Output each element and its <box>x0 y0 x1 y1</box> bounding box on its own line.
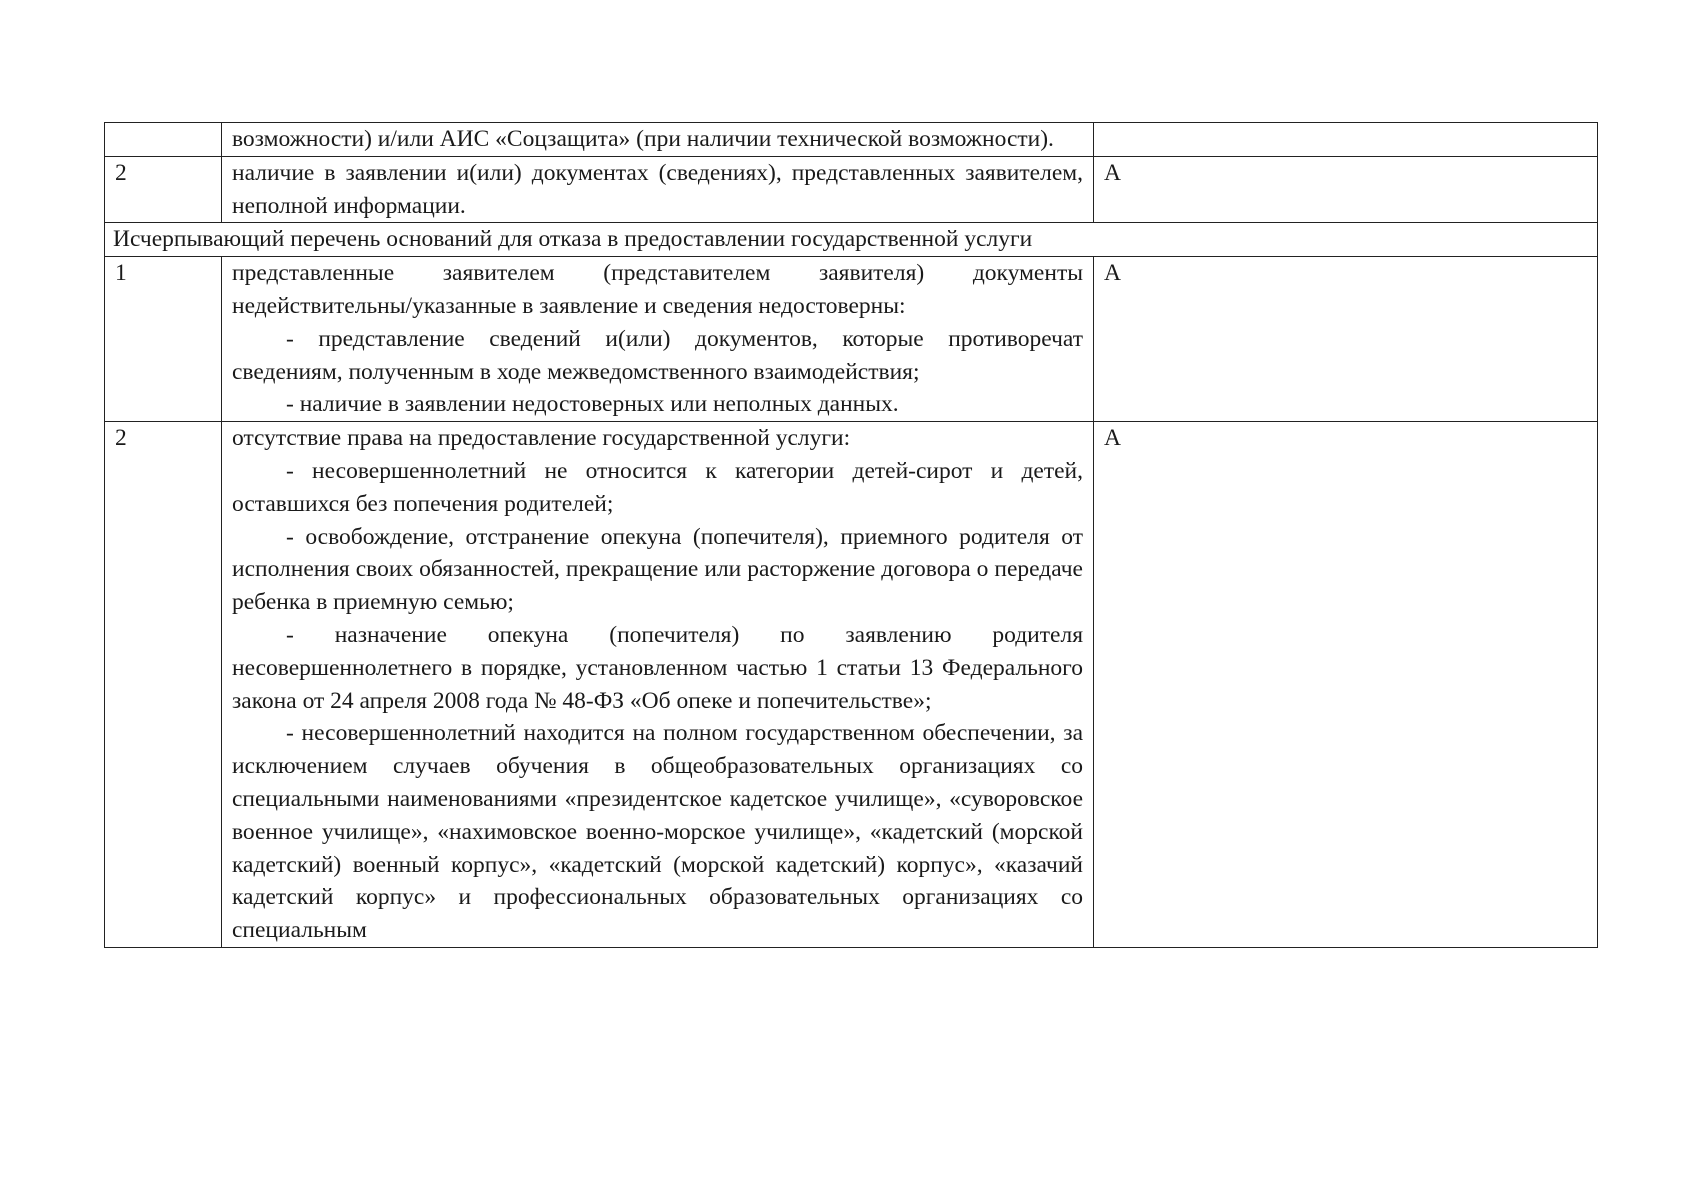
table-body <box>105 123 1598 948</box>
table-row <box>105 257 1598 422</box>
paragraph: возможности) и/или АИС «Соцзащита» (при наличии технической возможности). <box>232 126 1054 152</box>
paragraph: - назначение опекуна (попечителя) по заявлению родителя несовершеннолетнего в порядке, установленном частью 1 статьи 13 Федерального закона от 24 апреля 2008 года № 48-ФЗ «Об опеке и попечительстве»; <box>232 621 1083 714</box>
row-number: 2 <box>105 156 222 223</box>
row-code: А <box>1094 257 1598 422</box>
paragraph: - несовершеннолетний находится на полном государственном обеспечении, за исключением случаев обучения в общеобразовательных организациях со специальными наименованиями «президентское кадетское училище», «суворовское военное училище», «нахимовское военно-морское училище», «кадетский (морской кадетский) военный корпус», «кадетский (морской кадетский) корпус», «казачий кадетский корпус» и профессиональных образовательных организациях со специальным <box>232 720 1083 944</box>
table-row <box>105 156 1598 223</box>
paragraph: - освобождение, отстранение опекуна (попечителя), приемного родителя от исполнения своих обязанностей, прекращение или расторжение договора о передаче ребенка в приемную семью; <box>232 523 1083 616</box>
table-row <box>105 123 1598 157</box>
row-description <box>222 422 1094 948</box>
row-description <box>222 156 1094 223</box>
row-code: А <box>1094 422 1598 948</box>
table-row <box>105 422 1598 948</box>
paragraph: - наличие в заявлении недостоверных или неполных данных. <box>286 391 899 418</box>
paragraph: - представление сведений и(или) документов, которые противоречат сведениям, полученным в ходе межведомственного взаимодействия; <box>232 325 1083 385</box>
row-number: 1 <box>105 257 222 422</box>
paragraph: отсутствие права на предоставление государственной услуги: <box>232 425 851 452</box>
row-description <box>222 257 1094 422</box>
section-header: Исчерпывающий перечень оснований для отказа в предоставлении государственной услуги <box>105 223 1598 257</box>
paragraph: представленные заявителем (представителем заявителя) документы недействительны/указанные в заявление и сведения недостоверны: <box>232 260 1083 319</box>
paragraph: наличие в заявлении и(или) документах (сведениях), представленных заявителем, неполной информации. <box>232 159 1083 219</box>
document-table <box>104 122 1598 948</box>
row-code <box>1094 123 1598 157</box>
row-code: А <box>1094 156 1598 223</box>
row-description <box>222 123 1094 157</box>
row-number: 2 <box>105 422 222 948</box>
paragraph: - несовершеннолетний не относится к категории детей-сирот и детей, оставшихся без попечения родителей; <box>232 457 1083 517</box>
section-header-row <box>105 223 1598 257</box>
row-number <box>105 123 222 157</box>
